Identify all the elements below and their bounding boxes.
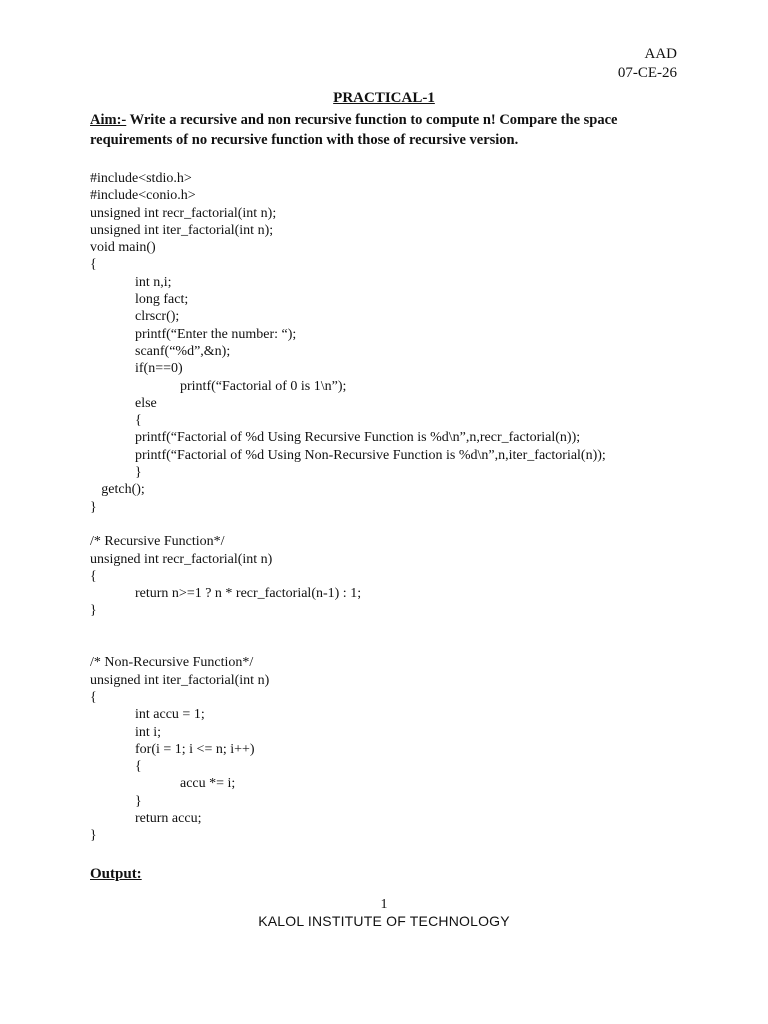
code-line: unsigned int recr_factorial(int n) [90, 551, 273, 567]
header-subject: AAD [644, 46, 677, 62]
code-line: accu *= i; [180, 776, 236, 792]
code-line: scanf(“%d”,&n); [135, 343, 231, 359]
code-line: } [90, 499, 97, 515]
code-line: void main() [90, 240, 156, 256]
code-line: } [90, 828, 97, 844]
code-line: } [135, 793, 142, 809]
page-title: PRACTICAL-1 [333, 90, 435, 106]
code-line: #include<stdio.h> [90, 171, 192, 186]
code-line: #include<conio.h> [90, 188, 196, 204]
code-line: unsigned int iter_factorial(int n); [90, 222, 274, 238]
code-line: printf(“Factorial of 0 is 1\n”); [180, 378, 347, 394]
code-line: /* Recursive Function*/ [90, 534, 225, 550]
code-listing [90, 170, 690, 845]
code-line: int accu = 1; [135, 707, 205, 723]
page-footer: KALOL INSTITUTE OF TECHNOLOGY [258, 913, 510, 929]
code-line: } [90, 603, 97, 619]
code-line: return accu; [135, 810, 202, 826]
code-line [90, 620, 690, 637]
code-line [90, 516, 690, 533]
code-line: clrscr(); [135, 309, 180, 325]
code-line [90, 637, 690, 654]
code-line: unsigned int recr_factorial(int n); [90, 205, 277, 221]
aim-paragraph [90, 110, 690, 150]
code-line: for(i = 1; i <= n; i++) [135, 741, 255, 757]
page-number: 1 [380, 897, 388, 912]
code-line: { [90, 568, 97, 584]
code-line: { [135, 759, 142, 775]
code-line: int n,i; [135, 274, 172, 290]
code-line: return n>=1 ? n * recr_factorial(n-1) : 1; [135, 586, 362, 602]
code-line: { [135, 413, 142, 429]
code-line: int i; [135, 724, 162, 740]
code-line: if(n==0) [135, 361, 183, 377]
code-line: else [135, 395, 157, 411]
code-line: printf(“Factorial of %d Using Recursive Function is %d\n”,n,recr_factorial(n)); [135, 430, 581, 446]
output-label: Output: [90, 866, 142, 882]
code-line: getch(); [101, 482, 145, 498]
code-line: printf(“Factorial of %d Using Non-Recursive Function is %d\n”,n,iter_factorial(n)); [135, 447, 606, 463]
header-roll-number: 07-CE-26 [617, 65, 677, 81]
code-line: { [90, 257, 97, 273]
code-line: } [135, 465, 142, 481]
code-line: unsigned int iter_factorial(int n) [90, 672, 270, 688]
aim-label: Aim:- [90, 112, 127, 128]
code-line: { [90, 689, 97, 705]
code-line: long fact; [135, 292, 189, 308]
aim-text: Write a recursive and non recursive function to compute n! Compare the space requirements of no recursive function with those of recursive version. [90, 112, 618, 148]
code-line: /* Non-Recursive Function*/ [90, 655, 254, 671]
code-line: printf(“Enter the number: “); [135, 326, 297, 342]
